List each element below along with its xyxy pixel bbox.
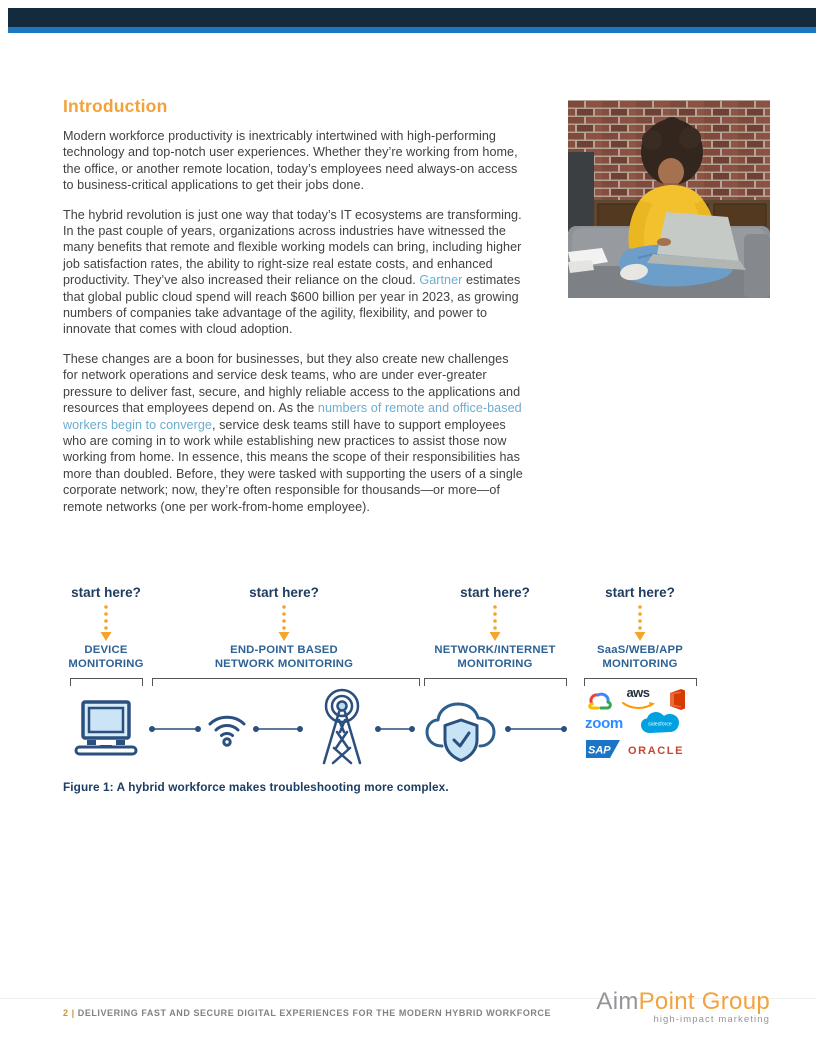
hero-photo bbox=[568, 100, 770, 298]
category-saas-monitoring bbox=[560, 644, 720, 671]
aimpoint-logo-tagline: high-impact marketing bbox=[653, 1014, 770, 1025]
start-here-label-2: start here? bbox=[249, 585, 319, 600]
paragraph-3-text-a: These changes are a boon for businesses, but they also create new challenges for network operations and service desk teams, who are under ever-greater pressure to deliver fast, secure, and highly reliable access to the applications and resources that employees depend on. As the bbox=[63, 351, 521, 416]
start-here-label-3: start here? bbox=[460, 585, 530, 600]
microsoft-office-logo-icon bbox=[666, 688, 688, 711]
footer-title-text: DELIVERING FAST AND SECURE DIGITAL EXPERIENCES FOR THE MODERN HYBRID WORKFORCE bbox=[77, 1008, 552, 1018]
sap-logo-icon bbox=[586, 740, 620, 758]
footer-separator: | bbox=[71, 1008, 75, 1018]
aimpoint-logo-part2: Point Group bbox=[638, 988, 770, 1015]
paragraph-2 bbox=[63, 207, 526, 338]
paragraph-1-text: Modern workforce productivity is inextricably intertwined with high-performing technology and top-notch user experiences. Whether they’re working from home, the office, or another remote location, today’s employees need always-on access to business-critical applications to get their jobs done. bbox=[63, 129, 518, 193]
category-line: NETWORK MONITORING bbox=[214, 657, 354, 670]
wifi-icon bbox=[206, 710, 248, 747]
category-device-monitoring bbox=[46, 644, 166, 671]
paragraph-2-text-b: estimates that global public cloud spend will reach $600 billion per year in 2023, as growing numbers of companies take advantage of the agility, flexibility, and power to innovate that comes with cloud adoption. bbox=[63, 273, 521, 337]
category-line: MONITORING bbox=[68, 657, 144, 670]
connector-line bbox=[250, 722, 306, 736]
section-heading: Introduction bbox=[63, 96, 168, 116]
radio-tower-icon bbox=[318, 688, 366, 766]
aimpoint-logo-part1: Aim bbox=[596, 988, 639, 1015]
saas-logo-cluster bbox=[584, 685, 706, 766]
category-line: END-POINT BASED bbox=[230, 644, 338, 656]
oracle-logo: ORACLE bbox=[628, 745, 685, 757]
down-arrow-icon bbox=[278, 604, 290, 642]
category-line: MONITORING bbox=[602, 657, 678, 670]
laptop-icon bbox=[74, 700, 138, 756]
intro-section bbox=[63, 96, 526, 528]
category-line: MONITORING bbox=[457, 657, 533, 670]
aws-logo-text: aws bbox=[626, 685, 650, 700]
header-banner bbox=[8, 8, 816, 33]
bracket-network bbox=[424, 678, 567, 686]
down-arrow-icon bbox=[489, 604, 501, 642]
paragraph-3 bbox=[63, 351, 526, 515]
category-line: DEVICE bbox=[84, 644, 128, 656]
aimpoint-group-logo bbox=[596, 990, 770, 1025]
connector-line bbox=[146, 722, 204, 736]
gartner-link[interactable]: Gartner bbox=[419, 273, 463, 288]
down-arrow-icon bbox=[100, 604, 112, 642]
salesforce-logo-icon bbox=[640, 710, 682, 737]
figure-caption: Figure 1: A hybrid workforce makes troubleshooting more complex. bbox=[63, 780, 449, 794]
down-arrow-icon bbox=[634, 604, 646, 642]
secure-cloud-icon bbox=[424, 696, 498, 764]
category-endpoint-monitoring bbox=[174, 644, 394, 671]
converge-link[interactable]: numbers of remote and office-based workers begin to converge bbox=[63, 401, 522, 432]
aimpoint-logo-wordmark bbox=[596, 990, 770, 1014]
paragraph-2-text-a: The hybrid revolution is just one way that today’s IT ecosystems are transforming. In the past couple of years, organizations across industries have witnessed the many benefits that remote and flexible working models can bring, including higher job satisfaction rates, the ability to right-size real estate costs, and enhanced productivity. They’ve also increased their reliance on the cloud. bbox=[63, 207, 522, 288]
paragraph-3-text-b: , service desk teams still have to support employees who are coming in to work while establishing new practices to assist those now working from home. In essence, this means the scope of their responsibilities has more than doubled. Before, they were tasked with supporting the users of a single corporate network; now, they’re often responsible for thousands—or more—of remote networks (one per work-from-home employee). bbox=[63, 417, 523, 514]
start-here-label-1: start here? bbox=[71, 585, 141, 600]
salesforce-logo-text: salesforce bbox=[648, 721, 672, 728]
sap-logo-text: SAP bbox=[588, 744, 611, 757]
category-line: SaaS/WEB/APP bbox=[597, 644, 683, 656]
bracket-device bbox=[70, 678, 143, 686]
paragraph-1 bbox=[63, 128, 526, 194]
start-here-label-4: start here? bbox=[605, 585, 675, 600]
category-line: NETWORK/INTERNET bbox=[434, 644, 556, 656]
bracket-endpoint bbox=[152, 678, 420, 686]
footer-running-title bbox=[63, 1008, 551, 1018]
google-cloud-logo-icon bbox=[586, 691, 613, 711]
connector-line bbox=[502, 722, 570, 736]
zoom-logo: zoom bbox=[585, 715, 623, 732]
connector-line bbox=[372, 722, 418, 736]
page-number: 2 bbox=[63, 1008, 69, 1018]
